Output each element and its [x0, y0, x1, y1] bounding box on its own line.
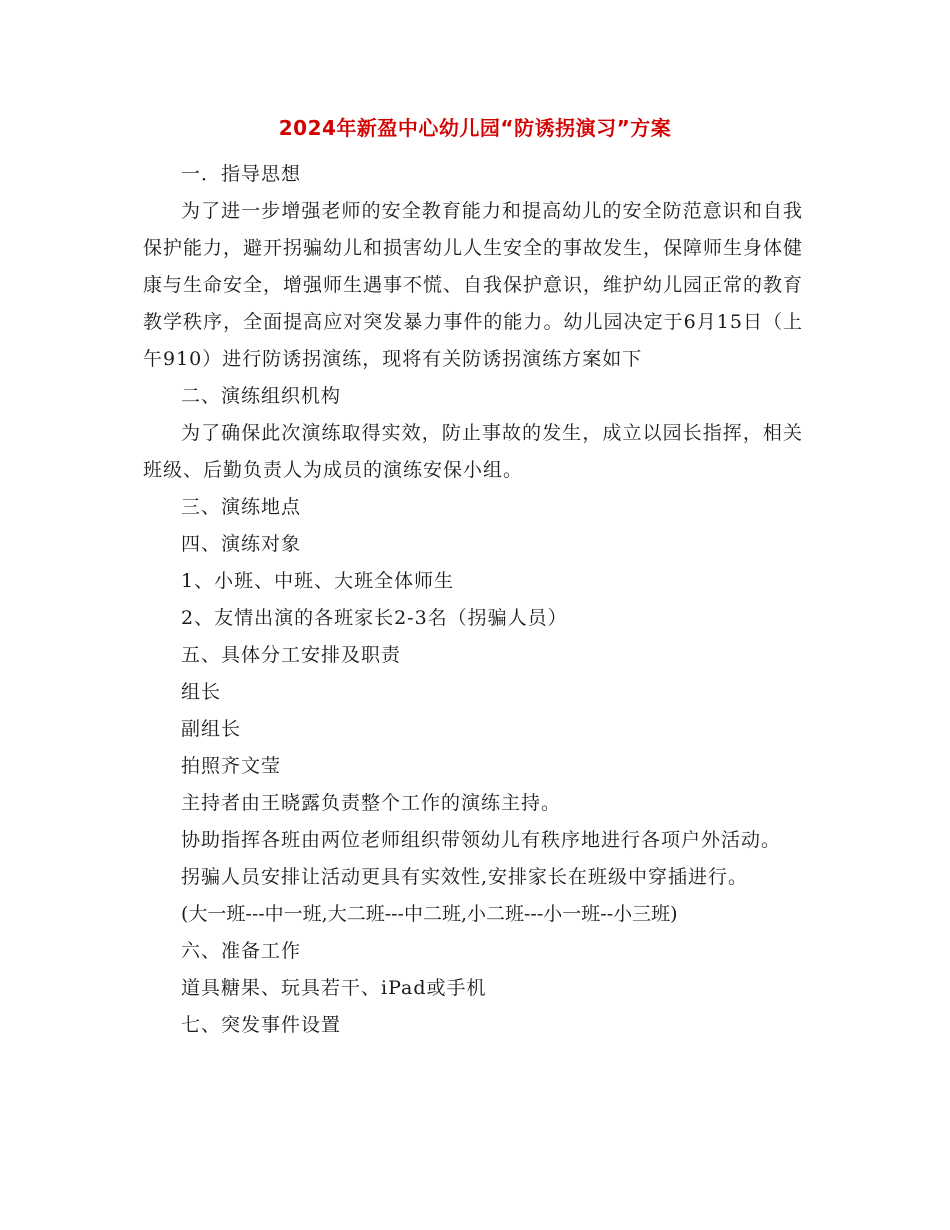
heading-location: 三、演练地点 [181, 496, 302, 518]
duty-abductor-arrangement: 拐骗人员安排让活动更具有实效性,安排家长在班级中穿插进行。 [181, 866, 749, 888]
paragraph-purpose: 为了进一步增强老师的安全教育能力和提高幼儿的安全防范意识和自我保护能力，避开拐骗幼儿和损害幼儿人生安全的事故发生，保障师生身体健康与生命安全，增强师生遇事不慌、自我保护意识，维护幼儿园正常的教育教学秩序，全面提高应对突发暴力事件的能力。幼儿园决定于6月15日（上午910）进行防诱拐演练，现将有关防诱拐演练方案如下 [143, 200, 804, 370]
duty-host: 主持者由王晓露负责整个工作的演练主持。 [181, 792, 562, 814]
preparation-props: 道具糖果、玩具若干、iPad或手机 [181, 977, 487, 999]
heading-organization: 二、演练组织机构 [181, 385, 342, 407]
heading-guiding-ideology: 一．指导思想 [181, 163, 302, 185]
duty-photographer: 拍照齐文莹 [181, 755, 282, 777]
class-pairing: (大一班---中一班,大二班---中二班,小二班---小一班--小三班) [181, 903, 678, 925]
heading-participants: 四、演练对象 [181, 533, 302, 555]
document-body [143, 156, 803, 1044]
heading-duties: 五、具体分工安排及职责 [181, 644, 402, 666]
duty-group-leader: 组长 [181, 681, 222, 703]
heading-preparation: 六、准备工作 [181, 940, 302, 962]
paragraph-organization: 为了确保此次演练取得实效，防止事故的发生，成立以园长指挥，相关班级、后勤负责人为成员的演练安保小组。 [143, 422, 803, 481]
duty-assistant-command: 协助指挥各班由两位老师组织带领幼儿有秩序地进行各项户外活动。 [181, 829, 782, 851]
list-item-participants-2: 2、友情出演的各班家长2-3名（拐骗人员） [181, 607, 568, 629]
duty-deputy-leader: 副组长 [181, 718, 242, 740]
list-item-participants-1: 1、小班、中班、大班全体师生 [181, 570, 455, 592]
document-title: 2024年新盈中心幼儿园“防诱拐演习”方案 [278, 116, 672, 140]
heading-emergency-setup: 七、突发事件设置 [181, 1014, 342, 1036]
